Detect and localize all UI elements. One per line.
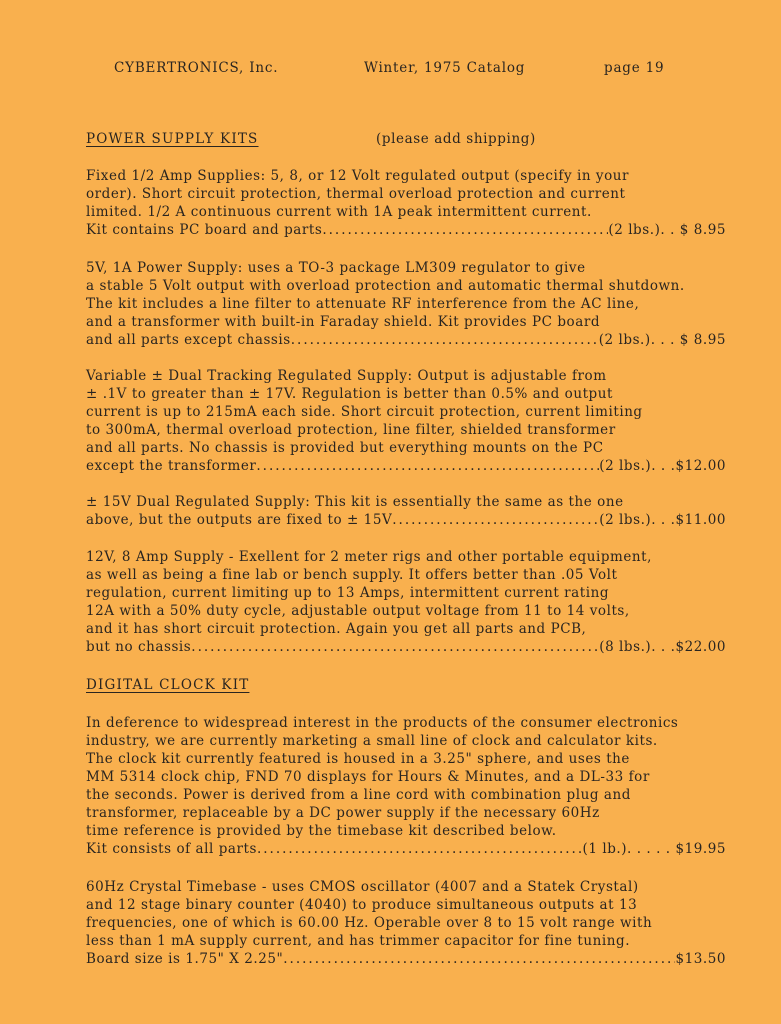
price-line: [86, 511, 726, 529]
item-line: and all parts. No chassis is provided but everything mounts on the PC: [86, 440, 604, 456]
section-title-text: POWER SUPPLY KITS: [86, 131, 259, 147]
price-line: [86, 331, 726, 349]
item-line: a stable 5 Volt output with overload protection and automatic thermal shutdown.: [86, 278, 685, 294]
item-line: Fixed 1/2 Amp Supplies: 5, 8, or 12 Volt regulated output (specify in your: [86, 168, 630, 184]
price-value: (1 lb.). . . . . $19.95: [582, 841, 726, 857]
leader-dots: [322, 221, 608, 239]
section-title-text: DIGITAL CLOCK KIT: [86, 677, 250, 693]
item-line: ± .1V to greater than ± 17V. Regulation is better than 0.5% and output: [86, 386, 613, 402]
item-line: order). Short circuit protection, thermal overload protection and current: [86, 186, 626, 202]
price-line: [86, 638, 726, 656]
item-5v-1a-supply: [86, 259, 726, 349]
leader-dots: [291, 331, 599, 349]
header-catalog: Winter, 1975 Catalog: [364, 60, 526, 76]
item-line: Variable ± Dual Tracking Regulated Supply: Output is adjustable from: [86, 368, 607, 384]
item-line: time reference is provided by the timebase kit described below.: [86, 823, 557, 839]
price-label: Kit consists of all parts: [86, 841, 257, 857]
item-line: regulation, current limiting up to 13 Amps, intermittent current rating: [86, 585, 610, 601]
item-line: less than 1 mA supply current, and has trimmer capacitor for fine tuning.: [86, 933, 631, 949]
item-fixed-half-amp: [86, 167, 726, 239]
item-line: In deference to widespread interest in the products of the consumer electronics: [86, 715, 679, 731]
item-line: to 300mA, thermal overload protection, line filter, shielded transformer: [86, 422, 616, 438]
price-line: [86, 457, 726, 475]
item-line: 60Hz Crystal Timebase - uses CMOS oscillator (4007 and a Statek Crystal): [86, 879, 639, 895]
price-value: (2 lbs.). . .$12.00: [599, 458, 726, 474]
item-line: current is up to 215mA each side. Short circuit protection, current limiting: [86, 404, 643, 420]
item-line: The clock kit currently featured is housed in a 3.25" sphere, and uses the: [86, 751, 630, 767]
item-line: the seconds. Power is derived from a line cord with combination plug and: [86, 787, 631, 803]
item-15v-dual-regulated: [86, 493, 726, 529]
item-line: ± 15V Dual Regulated Supply: This kit is essentially the same as the one: [86, 494, 624, 510]
item-line: and a transformer with built-in Faraday shield. Kit provides PC board: [86, 314, 601, 330]
price-value: (2 lbs.). . $ 8.95: [608, 222, 726, 238]
item-line: The kit includes a line filter to attenuate RF interference from the AC line,: [86, 296, 640, 312]
leader-dots: [191, 638, 599, 656]
leader-dots: [256, 457, 599, 475]
item-line: frequencies, one of which is 60.00 Hz. Operable over 8 to 15 volt range with: [86, 915, 653, 931]
price-line: [86, 840, 726, 858]
leader-dots: [257, 840, 583, 858]
leader-dots: [392, 511, 599, 529]
section-title-power-supply: [86, 131, 259, 147]
price-value: $13.50: [675, 951, 726, 967]
item-line: and it has short circuit protection. Again you get all parts and PCB,: [86, 621, 587, 637]
item-variable-dual-tracking: [86, 367, 726, 475]
item-line: and 12 stage binary counter (4040) to produce simultaneous outputs at 13: [86, 897, 638, 913]
header-page-number: page 19: [604, 60, 665, 76]
item-60hz-crystal-timebase: [86, 878, 726, 968]
item-line: transformer, replaceable by a DC power supply if the necessary 60Hz: [86, 805, 600, 821]
price-line: [86, 221, 726, 239]
price-line: [86, 950, 726, 968]
shipping-note: (please add shipping): [376, 131, 536, 147]
item-line: limited. 1/2 A continuous current with 1A peak intermittent current.: [86, 204, 592, 220]
item-line: industry, we are currently marketing a small line of clock and calculator kits.: [86, 733, 658, 749]
leader-dots: [283, 950, 675, 968]
item-line: MM 5314 clock chip, FND 70 displays for Hours & Minutes, and a DL-33 for: [86, 769, 650, 785]
price-label: Kit contains PC board and parts: [86, 222, 323, 238]
price-label: but no chassis: [86, 639, 192, 655]
item-12v-8a-supply: [86, 548, 726, 656]
item-line: 5V, 1A Power Supply: uses a TO-3 package LM309 regulator to give: [86, 260, 586, 276]
header-company: CYBERTRONICS, Inc.: [114, 60, 279, 76]
price-value: (2 lbs.). . .$11.00: [599, 512, 726, 528]
price-label: except the transformer: [86, 458, 257, 474]
price-label: Board size is 1.75" X 2.25": [86, 951, 284, 967]
item-line: 12V, 8 Amp Supply - Exellent for 2 meter rigs and other portable equipment,: [86, 549, 652, 565]
item-digital-clock-kit: [86, 714, 726, 858]
price-label: and all parts except chassis: [86, 332, 291, 348]
price-value: (8 lbs.). . .$22.00: [599, 639, 726, 655]
price-label: above, but the outputs are fixed to ± 15V: [86, 512, 393, 528]
item-line: as well as being a fine lab or bench supply. It offers better than .05 Volt: [86, 567, 618, 583]
item-line: 12A with a 50% duty cycle, adjustable output voltage from 11 to 14 volts,: [86, 603, 630, 619]
price-value: (2 lbs.). . . $ 8.95: [598, 332, 726, 348]
section-title-digital-clock: [86, 677, 249, 693]
